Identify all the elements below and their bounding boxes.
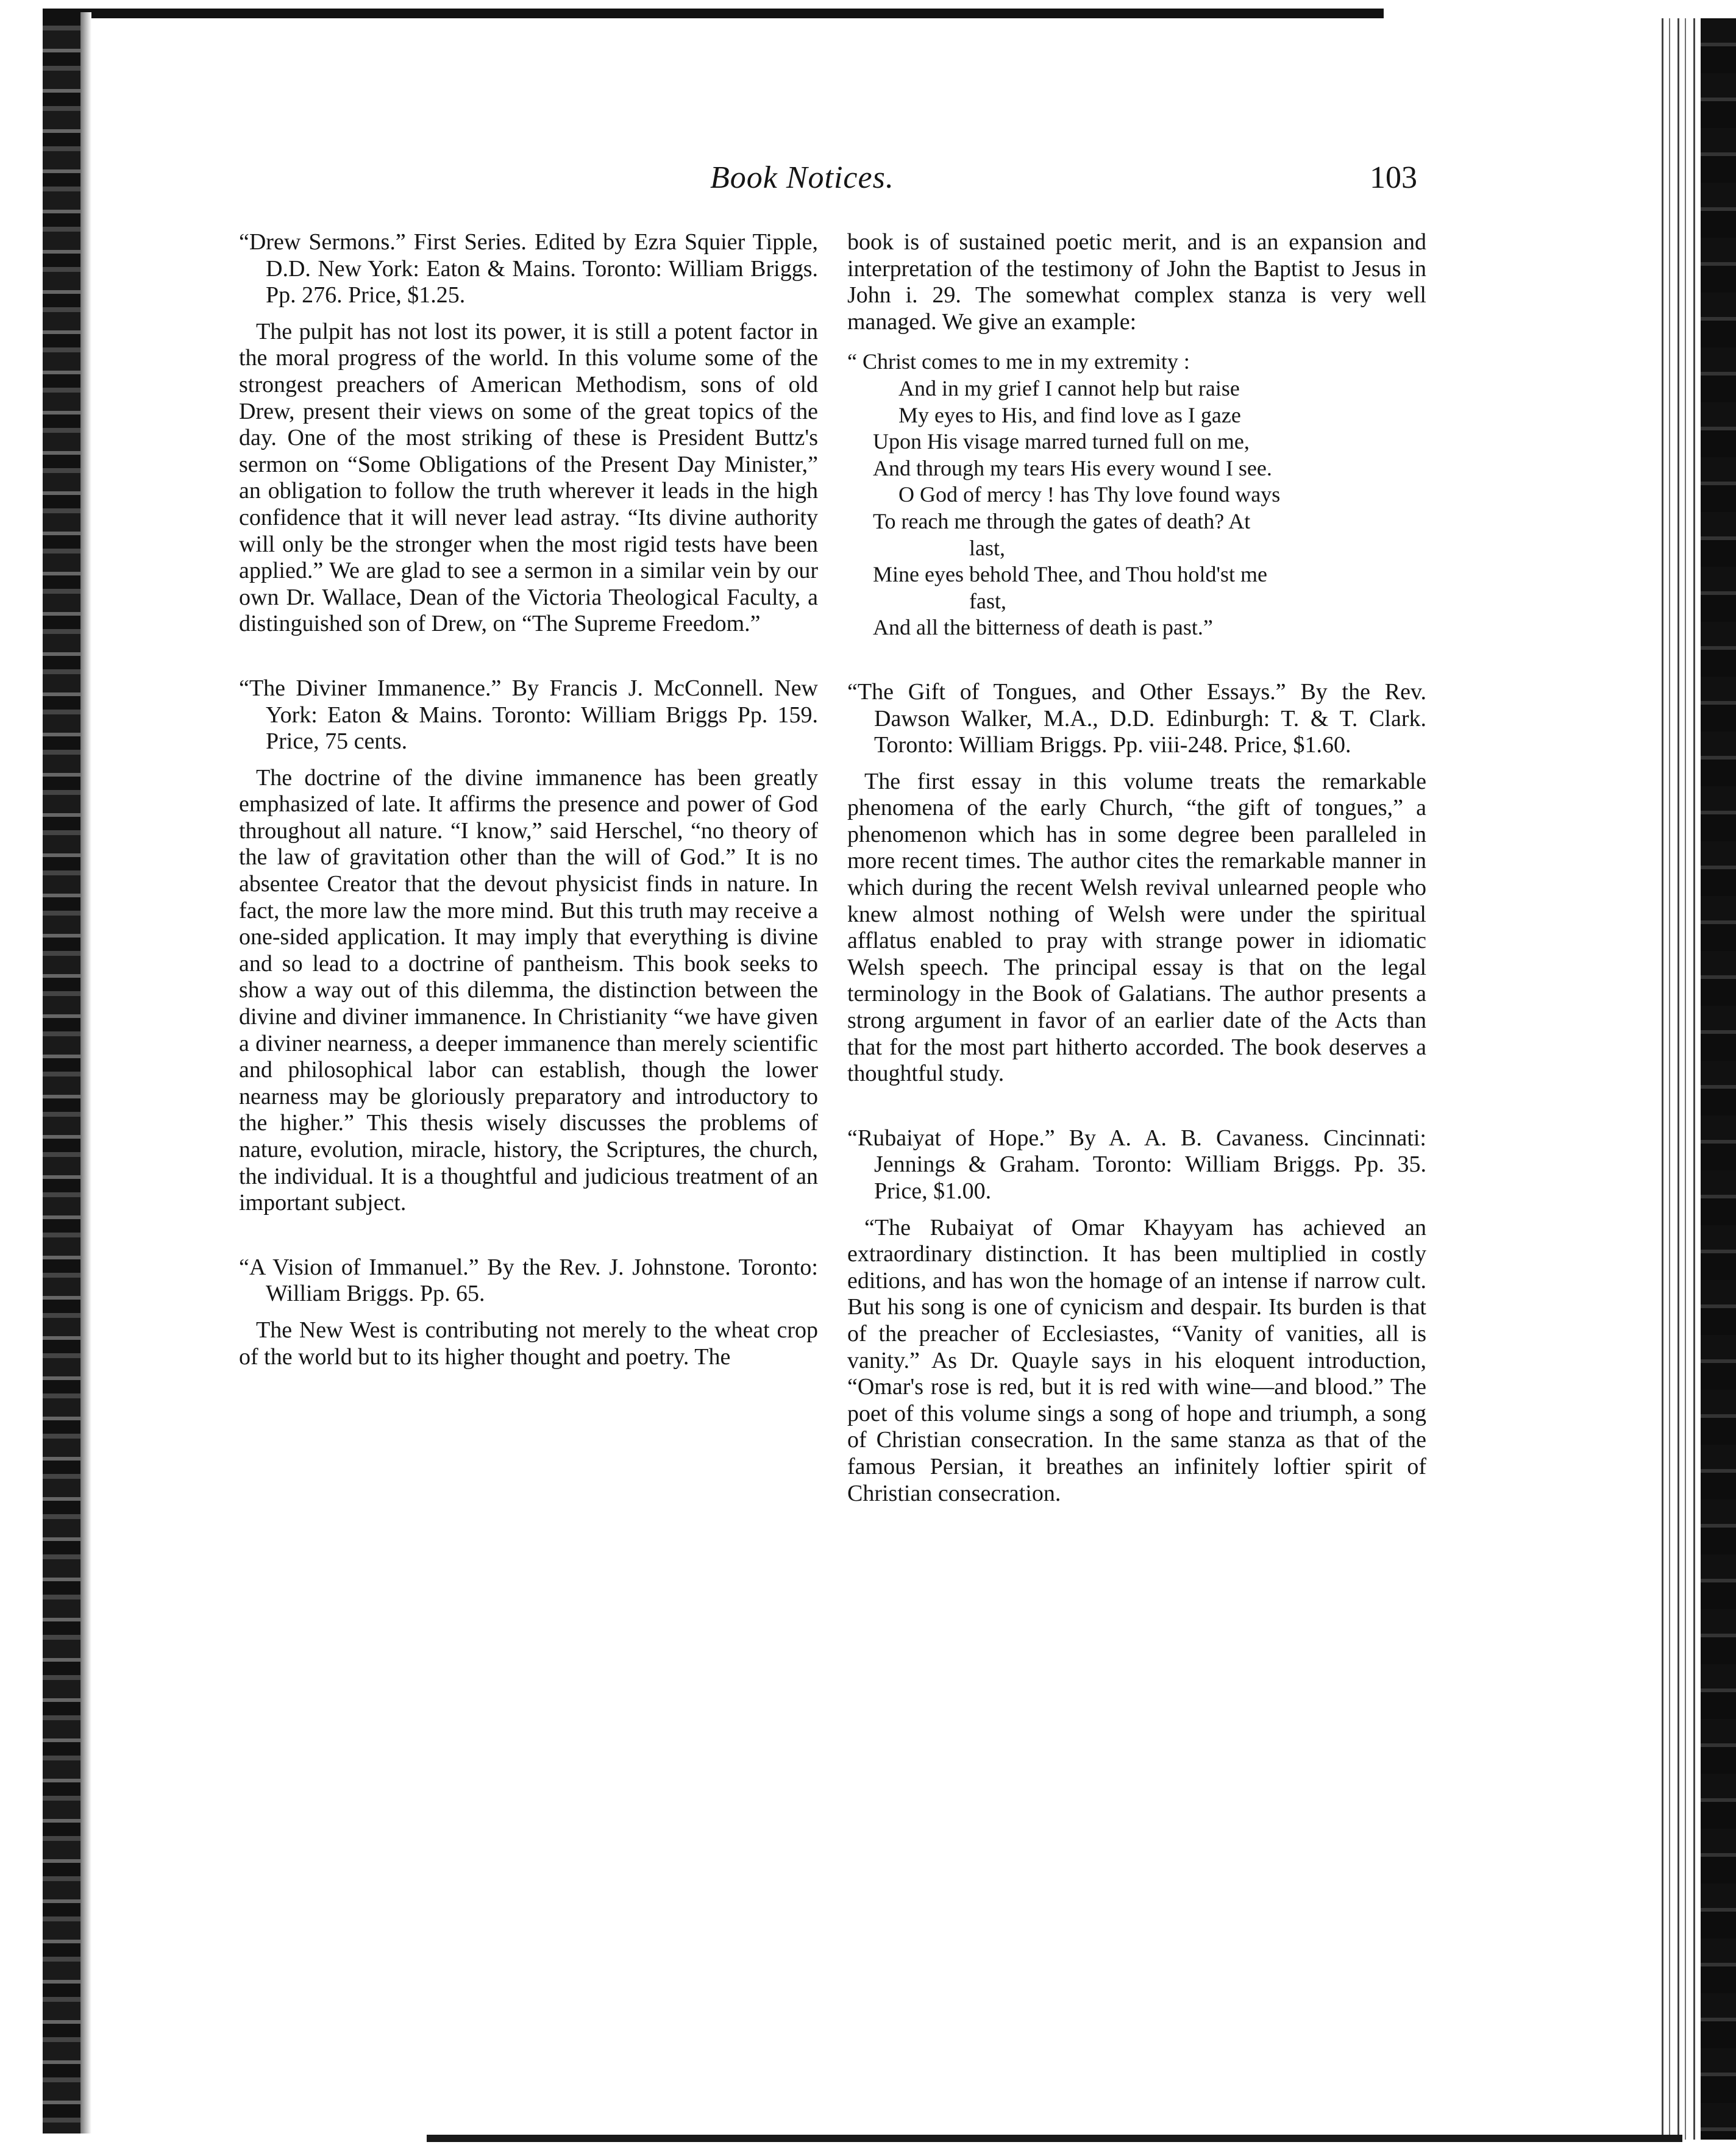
scan-left-binding-edge [43,12,80,2133]
book-notice-body: The first essay in this volume treats the remarkable phenomena of the early Church, “the gift of tongues,” a phenomenon which has in some degree been paralleled in more recent times. The author cites the remarkable manner in which during the recent Welsh revival unlearned people who knew almost nothing of Welsh were under the spiritual afflatus enabled to pray with strange power in idiomatic Welsh speech. The principal essay is that on the legal terminology in the Book of Galatians. The author presents a strong argument in favor of an earlier date of the Acts than that for the most part hitherto accorded. The book deserves a thoughtful study. [847,768,1426,1087]
book-notice-heading: “The Gift of Tongues, and Other Essays.” By the Rev. Dawson Walker, M.A., D.D. Edinburgh: T. & T. Clark. Toronto: William Briggs. Pp. viii-248. Price, $1.60. [847,678,1426,758]
book-notice-body: “The Rubaiyat of Omar Khayyam has achieved an extraordinary distinction. It has been multiplied in costly editions, and has won the homage of an intense if narrow cult. But his song is one of cynicism and despair. Its burden is that of the preacher of Ecclesiastes, “Vanity of vanities, all is vanity.” As Dr. Quayle says in his eloquent introduction, “Omar's rose is red, but it is red with wine—and blood.” The poet of this volume sings a song of hope and triumph, a song of Christian consecration. In the same stanza as that of the famous Persian, it breathes an infinitely loftier spirit of Christian consecration. [847,1214,1426,1506]
running-title: Book Notices. [710,160,894,195]
left-column [239,229,818,1370]
stanza-line: Upon His visage marred turned full on me, [873,429,1250,454]
scan-right-binding-edge [1701,18,1736,2140]
stanza-line: “ Christ comes to me in my extremity : [847,349,1190,374]
stanza-line: To reach me through the gates of death? At [873,508,1251,533]
scan-left-shadow [80,12,91,2133]
continued-paragraph: book is of sustained poetic merit, and is an expansion and interpretation of the testimony of John the Baptist to Jesus in John i. 29. The somewhat complex stanza is very well managed. We give an example: [847,229,1426,335]
section-gap [847,1087,1426,1125]
stanza-line: Mine eyes behold Thee, and Thou hold'st me [873,562,1268,587]
stanza-line: And all the bitterness of death is past.” [873,615,1213,640]
book-notice-body: The doctrine of the divine immanence has been greatly emphasized of late. It affirms the presence and power of God throughout all nature. “I know,” said Herschel, “no theory of the law of gravitation other than the will of God.” It is no absentee Creator that the devout physicist finds in nature. In fact, the more law the more mind. But this truth may receive a one-sided application. It may imply that everything is divine and so lead to a doctrine of pantheism. This book seeks to show a way out of this dilemma, the distinction between the divine and diviner immanence. In Christianity “we have given a diviner nearness, a deeper immanence than merely scientific and philosophical labor can establish, though the lower nearness may be gloriously preparatory and introductory to the higher.” This thesis wisely discusses the problems of nature, evolution, miracle, history, the Scriptures, the church, the individual. It is a thoughtful and judicious treatment of an important subject. [239,764,818,1216]
stanza-line-continuation: fast, [969,588,1006,613]
stanza-line: And through my tears His every wound I see. [873,455,1272,480]
stanza-line-continuation: last, [969,535,1005,560]
book-notice-body: The pulpit has not lost its power, it is still a potent factor in the moral progress of the world. In this volume some of the strongest preachers of American Methodism, sons of old Drew, present their views on some of the great topics of the day. One of the most striking of these is President Buttz's sermon on “Some Obligations of the Present Day Minister,” an obligation to follow the truth wherever it leads in the high confidence that it will never lead astray. “Its divine authority will only be the stronger when the most rigid tests have been applied.” We are glad to see a sermon in a similar vein by our own Dr. Wallace, Dean of the Victoria Theological Faculty, a distinguished son of Drew, on “The Supreme Freedom.” [239,318,818,637]
book-notice-heading: “Drew Sermons.” First Series. Edited by Ezra Squier Tipple, D.D. New York: Eaton & Mains. Toronto: William Briggs. Pp. 276. Price, $1.25. [239,229,818,308]
quoted-stanza [847,349,1426,641]
stanza-line: My eyes to His, and find love as I gaze [898,402,1241,427]
section-gap [239,638,818,675]
scan-top-border [43,9,1384,18]
page-header [710,160,1417,202]
stanza-line: O God of mercy ! has Thy love found ways [898,482,1281,507]
book-notice-heading: “Rubaiyat of Hope.” By A. A. B. Cavaness. Cincinnati: Jennings & Graham. Toronto: William Briggs. Pp. 35. Price, $1.00. [847,1125,1426,1204]
scan-bottom-border [427,2135,1682,2142]
section-gap [847,641,1426,679]
book-notice-body: The New West is contributing not merely to the wheat crop of the world but to its higher thought and poetry. The [239,1317,818,1370]
right-column [847,229,1426,1507]
section-gap [239,1217,818,1254]
book-notice-heading: “A Vision of Immanuel.” By the Rev. J. Johnstone. Toronto: William Briggs. Pp. 65. [239,1254,818,1307]
book-notice-heading: “The Diviner Immanence.” By Francis J. McConnell. New York: Eaton & Mains. Toronto: William Briggs Pp. 159. Price, 75 cents. [239,675,818,755]
page-number: 103 [1370,160,1417,195]
stanza-line: And in my grief I cannot help but raise [898,375,1240,400]
